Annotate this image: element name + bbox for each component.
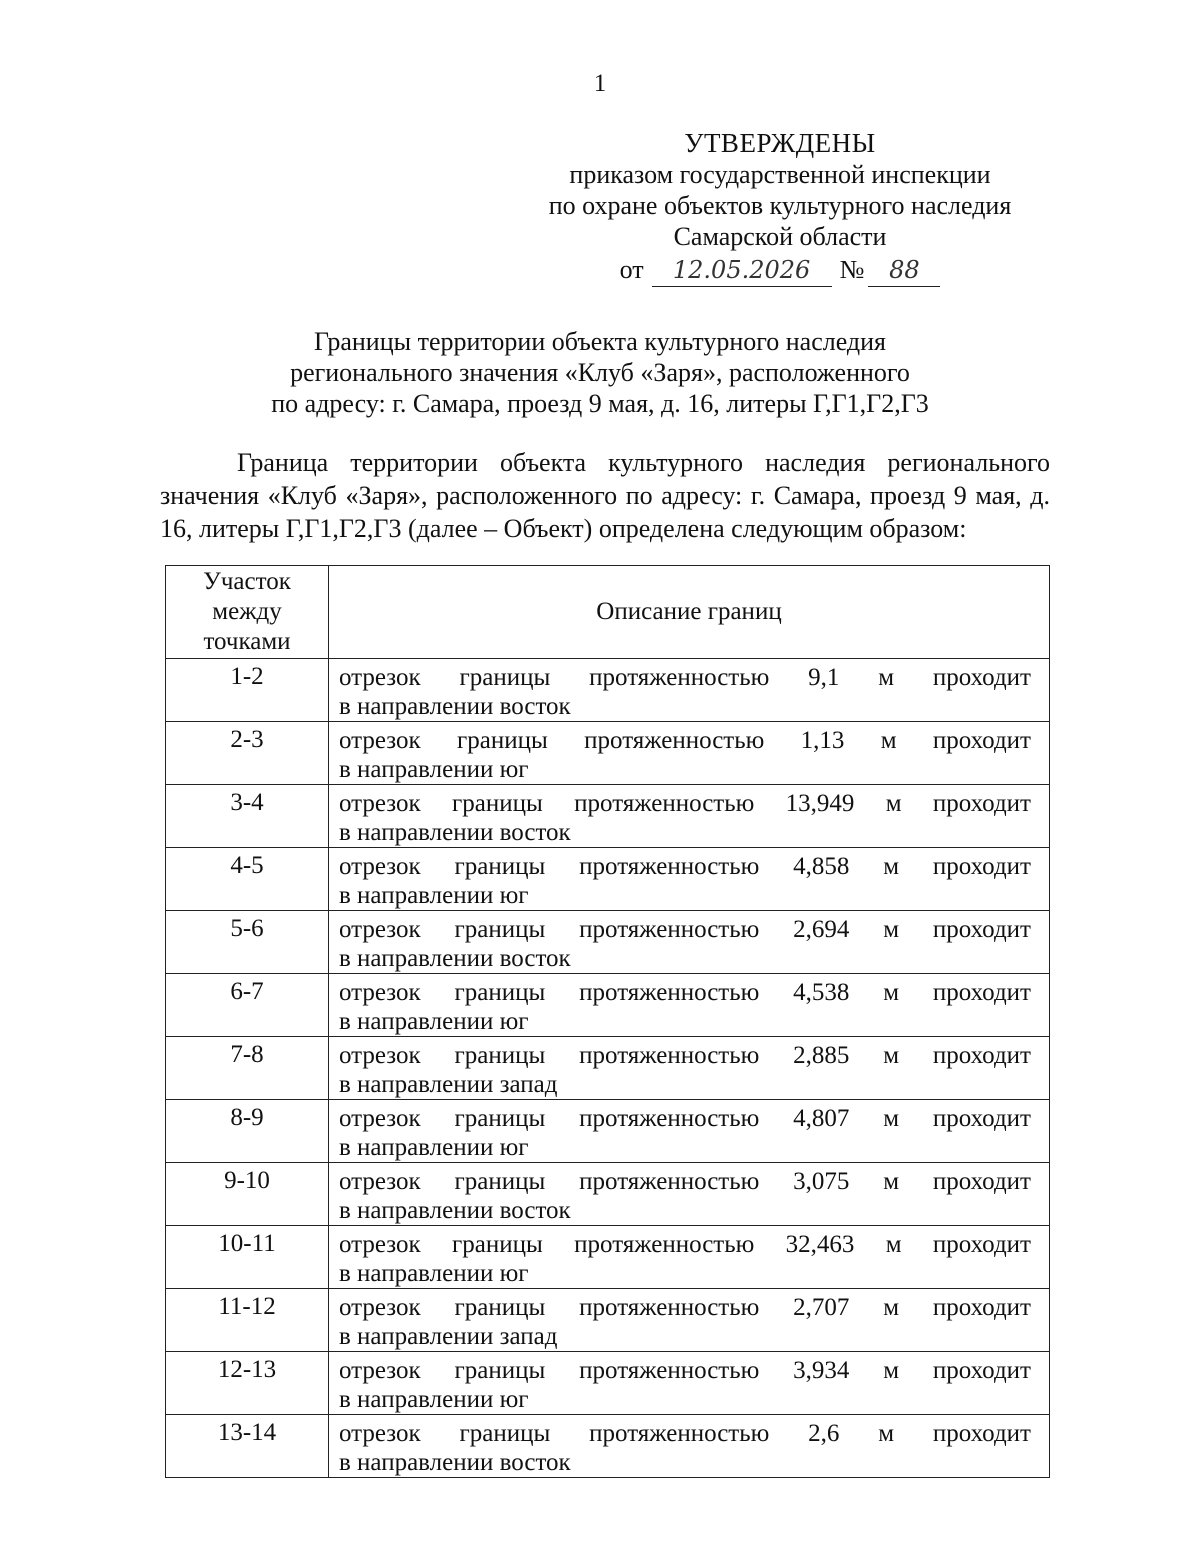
heading-line-2: регионального значения «Клуб «Заря», расположенного	[290, 358, 910, 387]
description-first-line	[339, 663, 1031, 692]
description-cell	[329, 1100, 1050, 1163]
segment-cell: 1-2	[166, 659, 329, 722]
header-segment: Участок между точками	[166, 566, 329, 659]
length-unit: м	[883, 1294, 900, 1321]
table-row	[166, 1352, 1050, 1415]
segment-cell: 13-14	[166, 1415, 329, 1478]
approval-line-1: приказом государственной инспекции	[569, 160, 991, 189]
length-value: 32,463	[785, 1231, 855, 1258]
length-value: 3,934	[793, 1357, 850, 1384]
word-boundary: границы	[454, 1294, 546, 1321]
direction-text: в направлении восток	[339, 945, 571, 972]
direction-text: в направлении запад	[339, 1071, 558, 1098]
description-first-line	[339, 1041, 1031, 1070]
description-cell	[329, 974, 1050, 1037]
description-cell	[329, 1415, 1050, 1478]
description-cell	[329, 911, 1050, 974]
word-passes: проходит	[932, 979, 1031, 1006]
handwritten-date: 12.05.2026	[652, 255, 832, 287]
table-row	[166, 785, 1050, 848]
segment-cell: 3-4	[166, 785, 329, 848]
length-value: 2,707	[793, 1294, 850, 1321]
description-first-line	[339, 1356, 1031, 1385]
length-value: 13,949	[785, 790, 855, 817]
description-cell	[329, 1226, 1050, 1289]
length-unit: м	[883, 1168, 900, 1195]
segment-cell: 8-9	[166, 1100, 329, 1163]
length-value: 2,885	[793, 1042, 850, 1069]
length-value: 4,538	[793, 979, 850, 1006]
word-passes: проходит	[932, 1294, 1031, 1321]
length-value: 3,075	[793, 1168, 850, 1195]
length-value: 2,694	[793, 916, 850, 943]
heading-line-3: по адресу: г. Самара, проезд 9 мая, д. 16, литеры Г,Г1,Г2,Г3	[271, 389, 929, 418]
date-prefix: от	[619, 255, 644, 284]
word-length: протяженностью	[589, 1420, 770, 1447]
word-length: протяженностью	[574, 790, 755, 817]
word-boundary: границы	[454, 1357, 546, 1384]
table-row	[166, 722, 1050, 785]
word-passes: проходит	[932, 1231, 1031, 1258]
description-cell	[329, 785, 1050, 848]
word-passes: проходит	[932, 790, 1031, 817]
word-length: протяженностью	[574, 1231, 755, 1258]
word-passes: проходит	[932, 1420, 1031, 1447]
description-cell	[329, 722, 1050, 785]
table-row	[166, 1226, 1050, 1289]
document-heading	[0, 326, 1200, 419]
approval-block	[520, 128, 1040, 287]
word-passes: проходит	[932, 727, 1031, 754]
handwritten-number: 88	[868, 255, 940, 287]
approval-line-2: по охране объектов культурного наследия	[548, 191, 1012, 220]
table-row	[166, 659, 1050, 722]
direction-text: в направлении восток	[339, 1197, 571, 1224]
word-segment: отрезок	[339, 1357, 421, 1384]
approval-title: УТВЕРЖДЕНЫ	[684, 128, 876, 158]
word-boundary: границы	[454, 1168, 546, 1195]
length-unit: м	[883, 979, 900, 1006]
segment-cell: 7-8	[166, 1037, 329, 1100]
word-passes: проходит	[932, 664, 1031, 691]
length-value: 1,13	[800, 727, 845, 754]
description-first-line	[339, 1167, 1031, 1196]
description-first-line	[339, 978, 1031, 1007]
description-cell	[329, 1163, 1050, 1226]
segment-cell: 11-12	[166, 1289, 329, 1352]
word-passes: проходит	[932, 853, 1031, 880]
word-length: протяженностью	[589, 664, 770, 691]
direction-text: в направлении юг	[339, 1134, 529, 1161]
description-first-line	[339, 1104, 1031, 1133]
length-unit: м	[883, 1105, 900, 1132]
table-row	[166, 1415, 1050, 1478]
word-length: протяженностью	[579, 1168, 760, 1195]
direction-text: в направлении юг	[339, 1386, 529, 1413]
description-cell	[329, 1037, 1050, 1100]
word-length: протяженностью	[579, 1294, 760, 1321]
word-boundary: границы	[452, 790, 543, 817]
description-cell	[329, 659, 1050, 722]
direction-text: в направлении запад	[339, 1323, 558, 1350]
direction-text: в направлении восток	[339, 819, 571, 846]
length-unit: м	[883, 853, 900, 880]
word-segment: отрезок	[339, 1294, 421, 1321]
word-boundary: границы	[454, 916, 546, 943]
length-value: 9,1	[808, 664, 840, 691]
approval-line-3: Самарской области	[673, 222, 887, 251]
word-passes: проходит	[932, 1042, 1031, 1069]
word-passes: проходит	[932, 916, 1031, 943]
word-segment: отрезок	[339, 1168, 421, 1195]
word-segment: отрезок	[339, 1105, 421, 1132]
direction-text: в направлении юг	[339, 1260, 529, 1287]
length-unit: м	[883, 916, 900, 943]
word-segment: отрезок	[339, 1420, 421, 1447]
word-length: протяженностью	[579, 916, 760, 943]
word-length: протяженностью	[584, 727, 765, 754]
description-cell	[329, 1352, 1050, 1415]
word-length: протяженностью	[579, 979, 760, 1006]
segment-cell: 2-3	[166, 722, 329, 785]
word-passes: проходит	[932, 1357, 1031, 1384]
description-first-line	[339, 1419, 1031, 1448]
word-segment: отрезок	[339, 1042, 421, 1069]
length-unit: м	[883, 1357, 900, 1384]
word-segment: отрезок	[339, 664, 421, 691]
word-segment: отрезок	[339, 727, 421, 754]
word-boundary: границы	[459, 1420, 551, 1447]
length-unit: м	[883, 1042, 900, 1069]
description-first-line	[339, 1230, 1031, 1259]
page-number: 1	[593, 70, 607, 97]
word-segment: отрезок	[339, 790, 421, 817]
table-row	[166, 1289, 1050, 1352]
description-cell	[329, 848, 1050, 911]
boundary-table	[165, 565, 1050, 1478]
length-unit: м	[885, 1231, 902, 1258]
length-unit: м	[885, 790, 902, 817]
heading-line-1: Границы территории объекта культурного наследия	[313, 327, 887, 356]
description-first-line	[339, 789, 1031, 818]
direction-text: в направлении юг	[339, 882, 529, 909]
word-boundary: границы	[457, 727, 548, 754]
intro-paragraph: Граница территории объекта культурного наследия регионального значения «Клуб «Заря», расположенного по адресу: г. Самара, проезд 9 мая, д. 16, литеры Г,Г1,Г2,Г3 (далее – Объект) определена следующим образом:	[160, 448, 1050, 543]
direction-text: в направлении восток	[339, 1449, 571, 1476]
table-body	[166, 659, 1050, 1478]
word-length: протяженностью	[579, 853, 760, 880]
length-value: 4,858	[793, 853, 850, 880]
table-header-row	[166, 566, 1050, 659]
description-first-line	[339, 726, 1031, 755]
word-segment: отрезок	[339, 979, 421, 1006]
table-row	[166, 1100, 1050, 1163]
length-value: 4,807	[793, 1105, 850, 1132]
word-boundary: границы	[452, 1231, 543, 1258]
segment-cell: 5-6	[166, 911, 329, 974]
table-row	[166, 1163, 1050, 1226]
description-first-line	[339, 1293, 1031, 1322]
length-unit: м	[880, 727, 897, 754]
segment-cell: 9-10	[166, 1163, 329, 1226]
number-prefix: №	[839, 255, 865, 284]
description-first-line	[339, 915, 1031, 944]
word-passes: проходит	[932, 1105, 1031, 1132]
word-length: протяженностью	[579, 1042, 760, 1069]
word-segment: отрезок	[339, 1231, 421, 1258]
word-passes: проходит	[932, 1168, 1031, 1195]
table-row	[166, 974, 1050, 1037]
approval-date-line	[520, 254, 1040, 287]
word-segment: отрезок	[339, 853, 421, 880]
length-value: 2,6	[808, 1420, 840, 1447]
description-first-line	[339, 852, 1031, 881]
word-length: протяженностью	[579, 1357, 760, 1384]
segment-cell: 12-13	[166, 1352, 329, 1415]
word-segment: отрезок	[339, 916, 421, 943]
word-boundary: границы	[454, 1042, 546, 1069]
segment-cell: 4-5	[166, 848, 329, 911]
segment-cell: 10-11	[166, 1226, 329, 1289]
direction-text: в направлении юг	[339, 1008, 529, 1035]
length-unit: м	[878, 1420, 895, 1447]
length-unit: м	[878, 664, 895, 691]
word-length: протяженностью	[579, 1105, 760, 1132]
direction-text: в направлении юг	[339, 756, 529, 783]
description-cell	[329, 1289, 1050, 1352]
word-boundary: границы	[454, 1105, 546, 1132]
table-row	[166, 911, 1050, 974]
direction-text: в направлении восток	[339, 693, 571, 720]
segment-cell: 6-7	[166, 974, 329, 1037]
word-boundary: границы	[459, 664, 551, 691]
table-row	[166, 1037, 1050, 1100]
word-boundary: границы	[454, 979, 546, 1006]
table-row	[166, 848, 1050, 911]
word-boundary: границы	[454, 853, 546, 880]
header-description: Описание границ	[329, 566, 1050, 659]
